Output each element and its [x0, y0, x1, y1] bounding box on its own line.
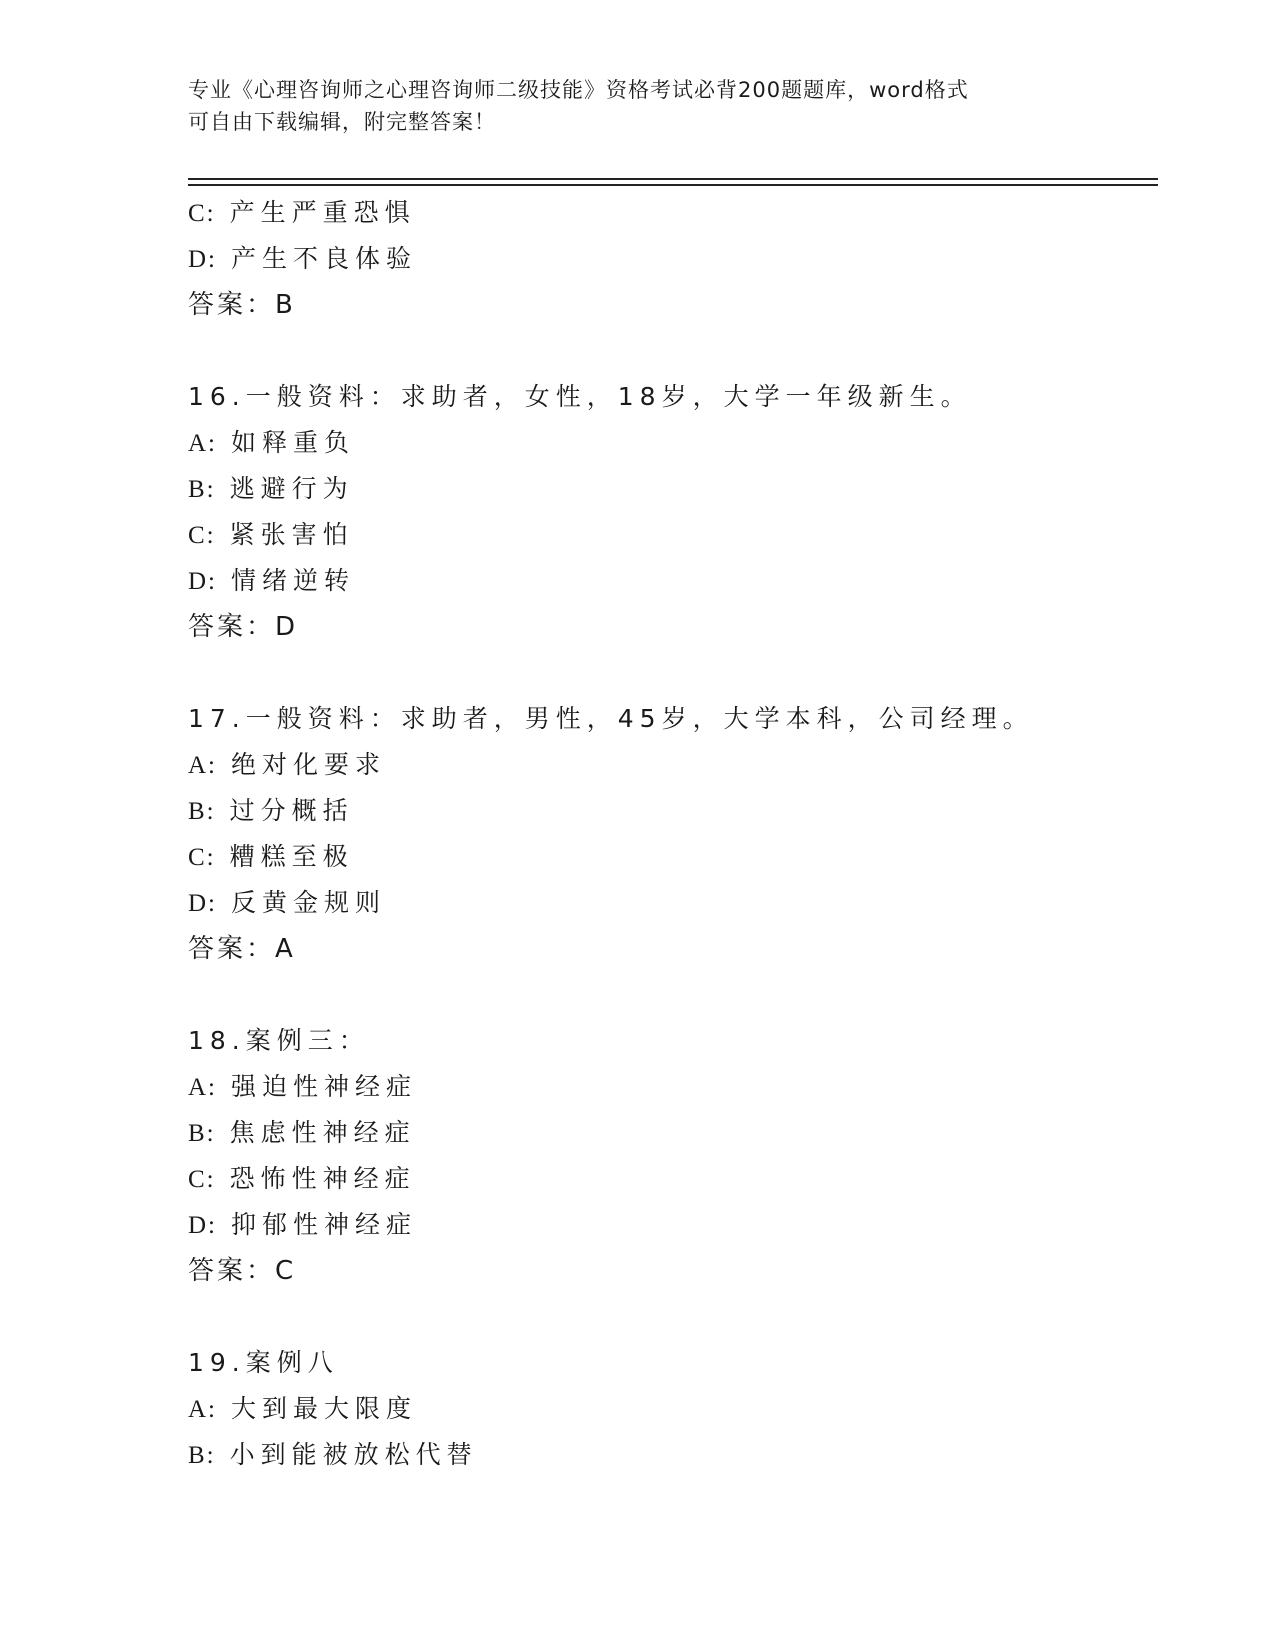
- option-letter: A:: [188, 752, 217, 779]
- option-text: 糟糕至极: [229, 842, 354, 871]
- option-text: 产生不良体验: [230, 244, 417, 273]
- answer-line: 答案：D: [188, 612, 299, 642]
- option-d: [188, 558, 1168, 604]
- option-c: [188, 1156, 1168, 1202]
- option-text: 小到能被放松代替: [229, 1440, 478, 1469]
- option-c: [188, 512, 1168, 558]
- option-letter: B:: [188, 476, 216, 503]
- option-b: [188, 1432, 1168, 1478]
- option-text: 焦虑性神经症: [229, 1118, 416, 1147]
- option-text: 逃避行为: [229, 474, 354, 503]
- option-letter: D:: [188, 568, 217, 595]
- option-letter: C:: [188, 844, 216, 871]
- answer-line: 答案：A: [188, 934, 296, 964]
- option-a: [188, 1386, 1168, 1432]
- option-text: 抑郁性神经症: [230, 1210, 417, 1239]
- question-text: 18.案例三：: [188, 1026, 370, 1055]
- option-letter: A:: [188, 1074, 217, 1101]
- option-d: [188, 880, 1168, 926]
- question-block-15: [188, 190, 1168, 328]
- option-b: [188, 1110, 1168, 1156]
- option-letter: B:: [188, 1120, 216, 1147]
- option-c: [188, 190, 1168, 236]
- option-text: 反黄金规则: [230, 888, 386, 917]
- option-letter: B:: [188, 1442, 216, 1469]
- question-list: [188, 190, 1168, 1478]
- question-text: 19.案例八: [188, 1348, 339, 1377]
- header-divider-bottom: [188, 184, 1158, 186]
- option-text: 如释重负: [230, 428, 355, 457]
- option-a: [188, 1064, 1168, 1110]
- header-title-line-1: 专业《心理咨询师之心理咨询师二级技能》资格考试必背200题题库，word格式: [188, 78, 969, 102]
- header-title-line-2: 可自由下载编辑，附完整答案！: [188, 110, 496, 134]
- option-letter: C:: [188, 200, 216, 227]
- option-text: 大到最大限度: [230, 1394, 417, 1423]
- answer-line: 答案：B: [188, 290, 296, 320]
- answer-line: 答案：C: [188, 1256, 297, 1286]
- option-letter: D:: [188, 246, 217, 273]
- option-a: [188, 420, 1168, 466]
- question-block-19: [188, 1340, 1168, 1478]
- question-block-18: [188, 1018, 1168, 1294]
- header-divider-top: [188, 178, 1158, 180]
- option-text: 紧张害怕: [229, 520, 354, 549]
- document-header: [188, 74, 1088, 138]
- option-letter: C:: [188, 1166, 216, 1193]
- option-a: [188, 742, 1168, 788]
- option-letter: D:: [188, 1212, 217, 1239]
- option-c: [188, 834, 1168, 880]
- option-text: 绝对化要求: [230, 750, 386, 779]
- option-text: 情绪逆转: [230, 566, 355, 595]
- option-letter: B:: [188, 798, 216, 825]
- question-block-16: [188, 374, 1168, 650]
- option-text: 恐怖性神经症: [229, 1164, 416, 1193]
- option-letter: D:: [188, 890, 217, 917]
- option-letter: A:: [188, 1396, 217, 1423]
- option-text: 过分概括: [229, 796, 354, 825]
- option-b: [188, 788, 1168, 834]
- option-text: 强迫性神经症: [230, 1072, 417, 1101]
- option-letter: C:: [188, 522, 216, 549]
- question-block-17: [188, 696, 1168, 972]
- option-d: [188, 1202, 1168, 1248]
- option-b: [188, 466, 1168, 512]
- option-d: [188, 236, 1168, 282]
- question-text: 16.一般资料：求助者，女性，18岁，大学一年级新生。: [188, 382, 972, 411]
- question-text: 17.一般资料：求助者，男性，45岁，大学本科，公司经理。: [188, 704, 1034, 733]
- option-letter: A:: [188, 430, 217, 457]
- option-text: 产生严重恐惧: [229, 198, 416, 227]
